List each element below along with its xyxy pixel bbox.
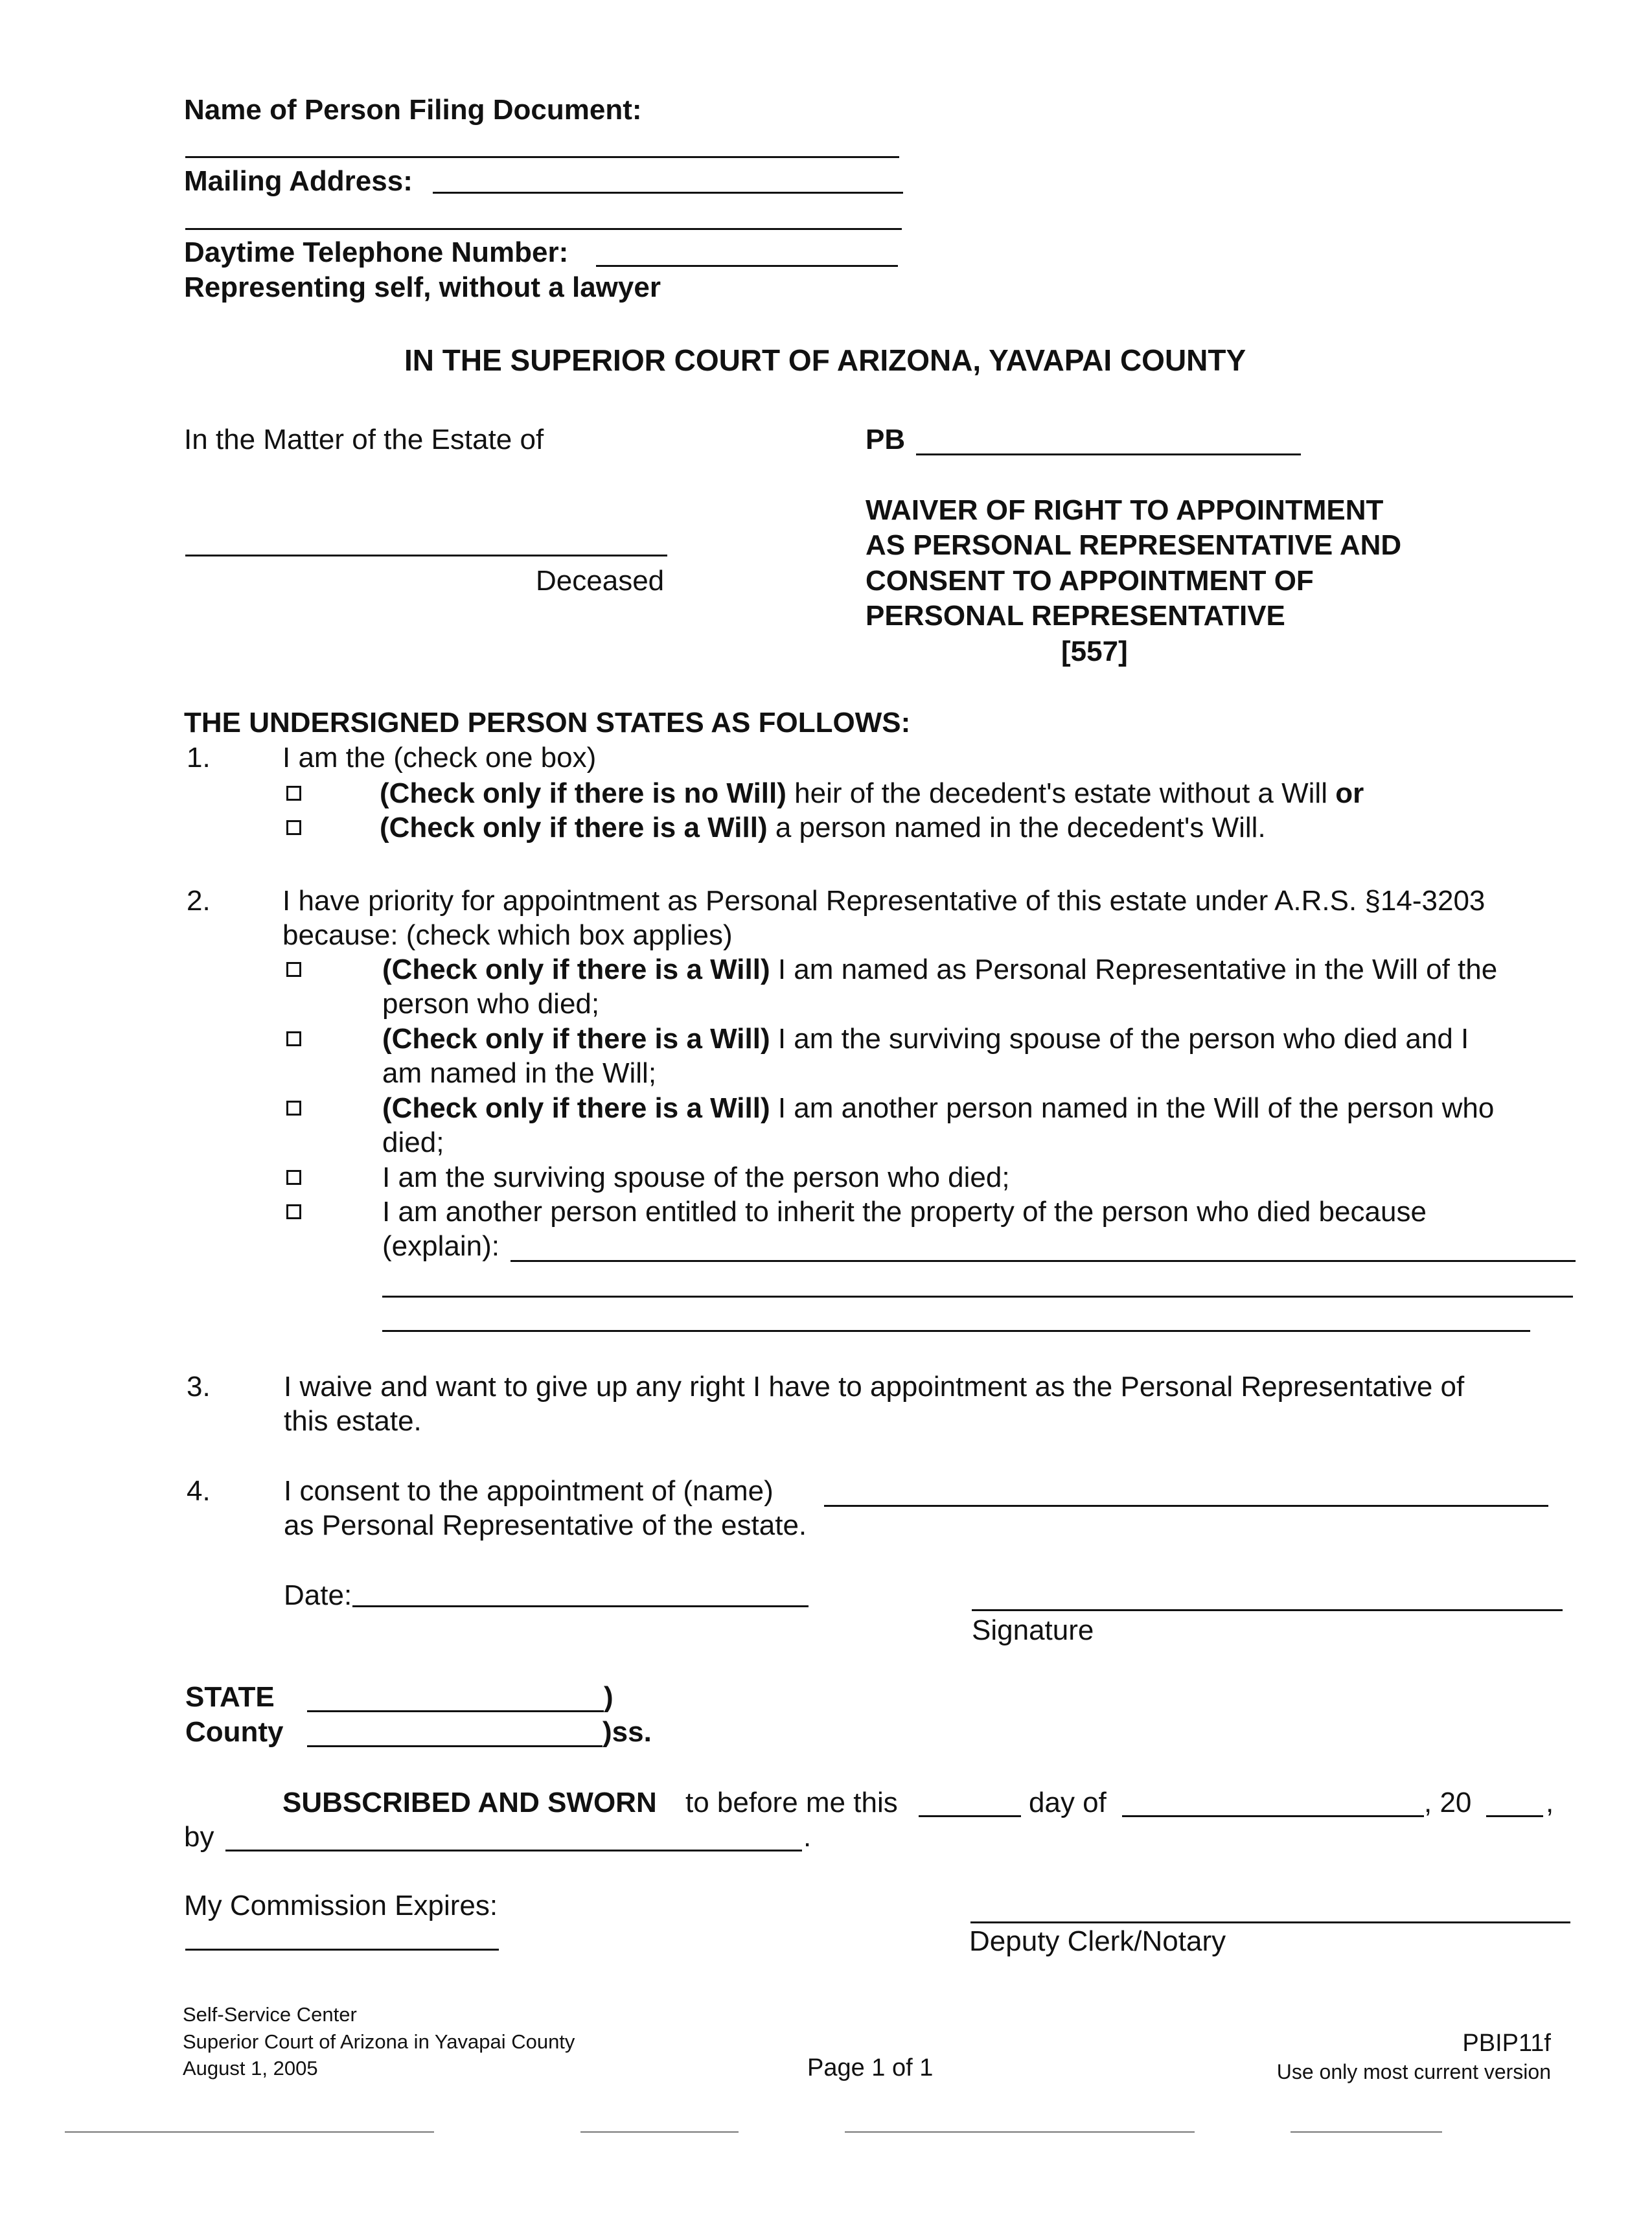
state-paren: ) xyxy=(604,1681,614,1713)
sworn-bold: SUBSCRIBED AND SWORN xyxy=(282,1787,657,1818)
item-2-option-5-checkbox[interactable] xyxy=(286,1204,301,1219)
state-label: STATE xyxy=(185,1681,275,1713)
phone-line[interactable] xyxy=(596,265,898,267)
sworn-year-line[interactable] xyxy=(1486,1815,1543,1817)
by-label: by xyxy=(184,1821,214,1853)
item-3-number: 3. xyxy=(187,1371,211,1403)
filer-name-line[interactable] xyxy=(185,156,899,158)
filer-name-label: Name of Person Filing Document: xyxy=(184,94,642,126)
option-2-description: I am the surviving spouse of the person who died and I xyxy=(770,1023,1469,1055)
scan-artifact-line xyxy=(65,2131,434,2133)
item-2-option-4-checkbox[interactable] xyxy=(286,1170,301,1185)
day-of-label: day of xyxy=(1029,1787,1107,1818)
item-2-option-1-cont: person who died; xyxy=(382,988,600,1020)
explain-line-1[interactable] xyxy=(511,1260,1576,1262)
item-2-line-2: because: (check which box applies) xyxy=(282,919,733,951)
signature-line[interactable] xyxy=(972,1609,1563,1611)
will-qualifier: (Check only if there is a Will) xyxy=(382,954,770,985)
item-1-option-will-text xyxy=(380,814,1266,842)
will-qualifier: (Check only if there is a Will) xyxy=(382,1023,770,1055)
phone-label: Daytime Telephone Number: xyxy=(184,236,569,268)
form-title-line-4: PERSONAL REPRESENTATIVE xyxy=(866,600,1285,632)
scan-artifact-line xyxy=(1291,2131,1442,2133)
footer-date: August 1, 2005 xyxy=(183,2057,318,2080)
item-2-number: 2. xyxy=(187,885,211,917)
form-title-line-2: AS PERSONAL REPRESENTATIVE AND xyxy=(866,529,1402,561)
scan-artifact-line xyxy=(845,2131,1195,2133)
explain-label: (explain): xyxy=(382,1230,499,1262)
or-conjunction: or xyxy=(1335,777,1364,809)
item-2-option-3-cont: died; xyxy=(382,1127,444,1158)
item-2-line-1: I have priority for appointment as Personal Representative of this estate under A.R.S. §14-3203 xyxy=(282,885,1486,917)
estate-of-label: In the Matter of the Estate of xyxy=(184,424,544,455)
form-title-line-1: WAIVER OF RIGHT TO APPOINTMENT xyxy=(866,494,1384,526)
county-paren-ss: )ss. xyxy=(602,1716,652,1748)
explain-line-2[interactable] xyxy=(382,1296,1573,1298)
signature-label: Signature xyxy=(972,1614,1094,1646)
item-1-option-no-will-text xyxy=(380,779,1364,808)
sworn-day-line[interactable] xyxy=(919,1815,1021,1817)
no-will-description: heir of the decedent's estate without a Will xyxy=(786,777,1336,809)
form-code: PBIP11f xyxy=(1462,2030,1551,2057)
item-4-number: 4. xyxy=(187,1475,211,1507)
option-1-description: I am named as Personal Representative in the Will of the xyxy=(770,954,1498,985)
scan-artifact-line xyxy=(580,2131,739,2133)
commission-label: My Commission Expires: xyxy=(184,1890,498,1921)
item-4-line-1: I consent to the appointment of (name) xyxy=(284,1475,774,1507)
item-2-option-2-text xyxy=(382,1025,1469,1053)
date-line[interactable] xyxy=(352,1605,809,1607)
item-2-option-1-text xyxy=(382,956,1497,984)
item-2-option-3-text xyxy=(382,1094,1494,1123)
pb-label: PB xyxy=(866,424,906,455)
item-2-option-1-checkbox[interactable] xyxy=(286,962,301,977)
nominee-name-line[interactable] xyxy=(824,1505,1548,1507)
date-label: Date: xyxy=(284,1579,352,1611)
item-2-option-3-checkbox[interactable] xyxy=(286,1101,301,1116)
will-qualifier: (Check only if there is a Will) xyxy=(380,812,768,843)
decedent-name-line[interactable] xyxy=(185,555,667,556)
mailing-address-line-2[interactable] xyxy=(185,228,902,230)
statements-heading: THE UNDERSIGNED PERSON STATES AS FOLLOWS: xyxy=(184,707,911,739)
item-1-option-will-checkbox[interactable] xyxy=(286,820,301,835)
page-number: Page 1 of 1 xyxy=(807,2054,934,2081)
county-line[interactable] xyxy=(307,1745,602,1747)
representing-self-text: Representing self, without a lawyer xyxy=(184,271,661,303)
case-number-line[interactable] xyxy=(916,453,1301,455)
no-will-qualifier: (Check only if there is no Will) xyxy=(380,777,786,809)
mailing-address-label: Mailing Address: xyxy=(184,165,413,197)
footer-self-service: Self-Service Center xyxy=(183,2003,357,2026)
item-3-line-1: I waive and want to give up any right I have to appointment as the Personal Representative of xyxy=(284,1371,1465,1403)
notary-signature-line[interactable] xyxy=(970,1921,1570,1923)
sworn-text: to before me this xyxy=(685,1787,898,1818)
item-1-text: I am the (check one box) xyxy=(282,742,597,774)
option-3-description: I am another person named in the Will of the person who xyxy=(770,1092,1495,1124)
commission-line[interactable] xyxy=(185,1949,499,1951)
item-2-option-2-checkbox[interactable] xyxy=(286,1031,301,1046)
version-note: Use only most current version xyxy=(1276,2060,1551,2083)
will-qualifier: (Check only if there is a Will) xyxy=(382,1092,770,1124)
sworn-comma: , xyxy=(1546,1787,1554,1818)
will-description: a person named in the decedent's Will. xyxy=(767,812,1266,843)
item-2-option-2-cont: am named in the Will; xyxy=(382,1057,657,1089)
state-line[interactable] xyxy=(307,1710,604,1712)
item-1-option-no-will-checkbox[interactable] xyxy=(286,786,301,801)
item-2-option-4-text: I am the surviving spouse of the person who died; xyxy=(382,1162,1010,1193)
deceased-label: Deceased xyxy=(536,565,665,597)
affiant-name-line[interactable] xyxy=(225,1850,802,1851)
county-label: County xyxy=(185,1716,284,1748)
item-1-number: 1. xyxy=(187,742,211,774)
item-2-option-5-text: I am another person entitled to inherit the property of the person who died because xyxy=(382,1196,1427,1228)
year-prefix: , 20 xyxy=(1424,1787,1472,1818)
sworn-month-line[interactable] xyxy=(1122,1815,1424,1817)
item-4-line-2: as Personal Representative of the estate. xyxy=(284,1509,807,1541)
item-3-line-2: this estate. xyxy=(284,1405,422,1437)
court-title: IN THE SUPERIOR COURT OF ARIZONA, YAVAPAI COUNTY xyxy=(404,343,1246,377)
notary-label: Deputy Clerk/Notary xyxy=(969,1925,1226,1957)
form-number: [557] xyxy=(1061,636,1128,667)
explain-line-3[interactable] xyxy=(382,1330,1530,1332)
form-title-line-3: CONSENT TO APPOINTMENT OF xyxy=(866,565,1314,597)
footer-court-name: Superior Court of Arizona in Yavapai County xyxy=(183,2030,575,2053)
mailing-address-line[interactable] xyxy=(433,192,903,194)
by-period: . xyxy=(803,1821,812,1853)
